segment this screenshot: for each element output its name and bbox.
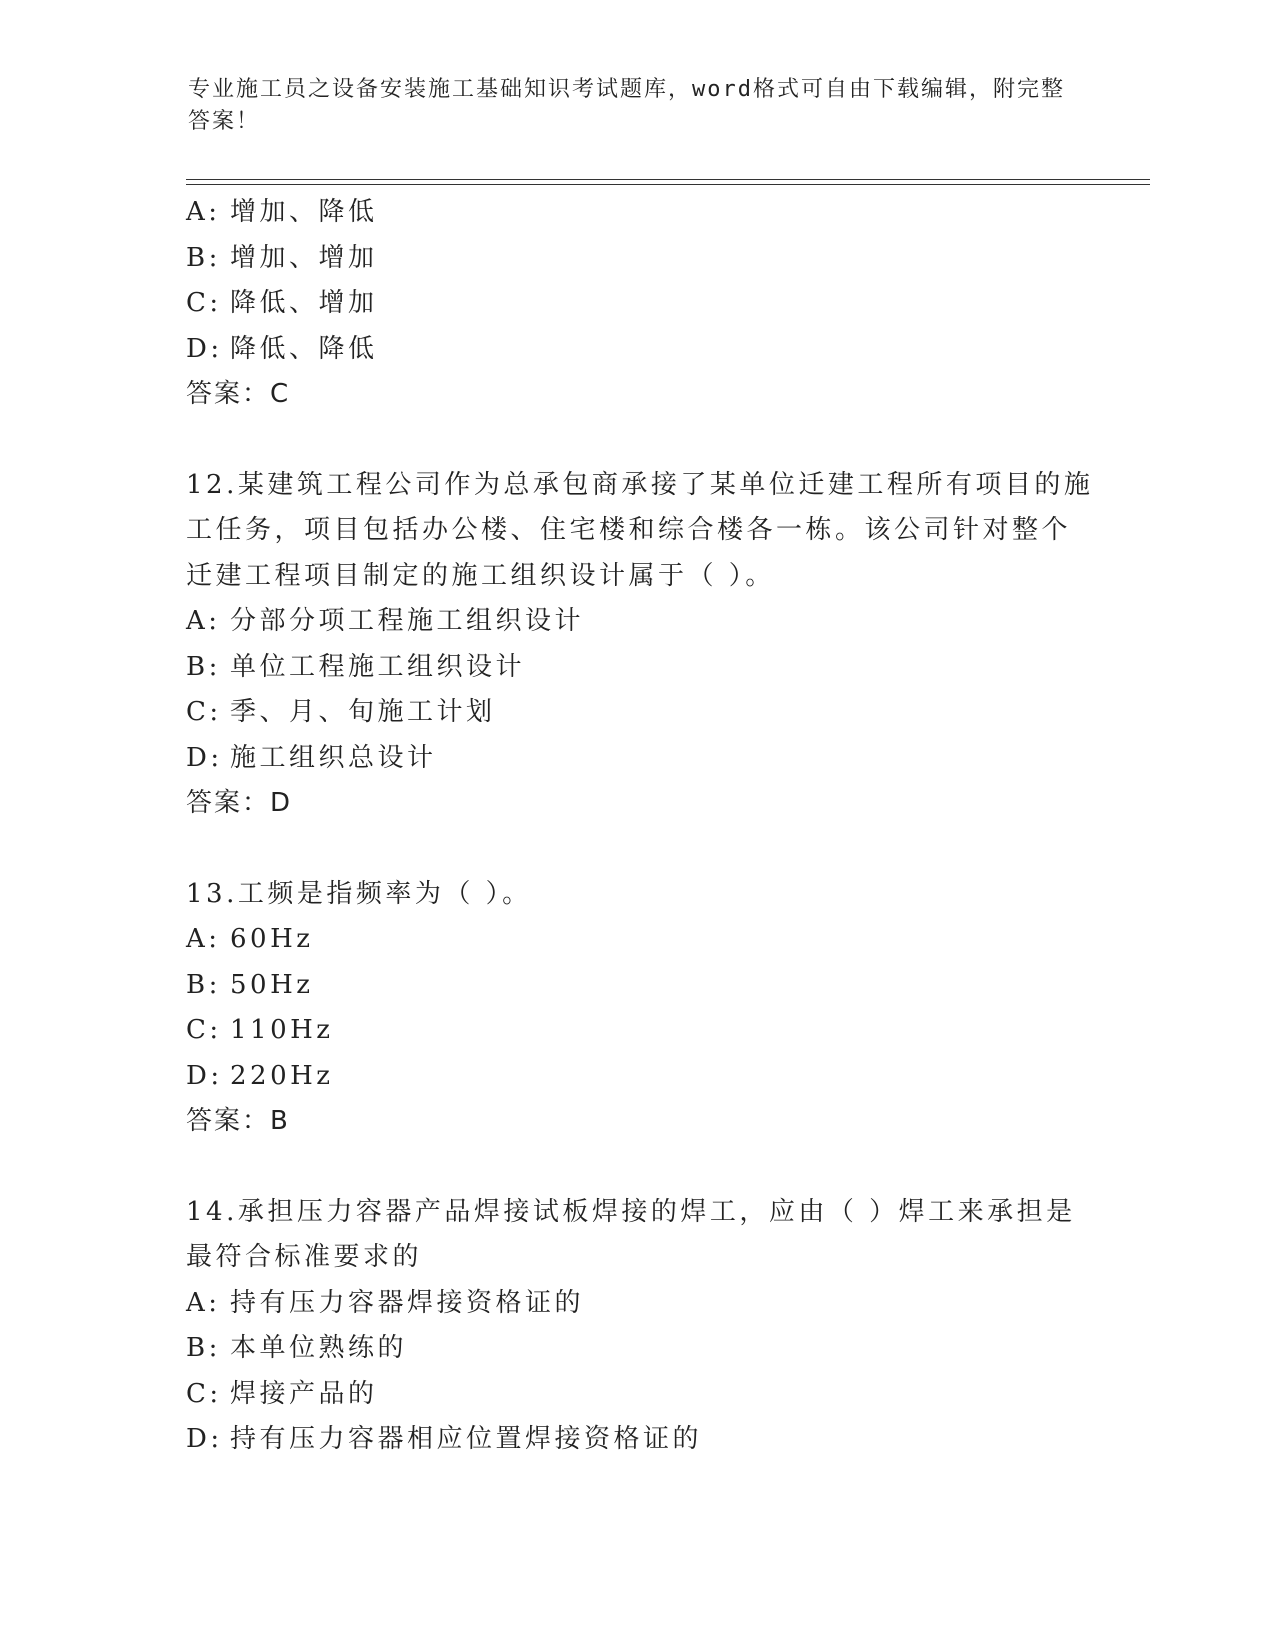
option-letter: A: (186, 606, 221, 636)
question-stem-line: 最符合标准要求的 (186, 1242, 423, 1272)
option-letter: D: (186, 742, 223, 773)
option-text: 焊接产品的 (230, 1378, 378, 1409)
option-letter: C: (186, 697, 222, 727)
option-letter: D: (186, 1424, 223, 1454)
question-stem-line: 12.某建筑工程公司作为总承包商承接了某单位迁建工程所有项目的施 (186, 469, 1094, 500)
option-b (186, 1326, 1086, 1372)
option-c (186, 281, 1086, 327)
option-c (186, 1372, 1086, 1418)
option-d (186, 736, 1086, 782)
question-stem-line: 14.承担压力容器产品焊接试板焊接的焊工，应由（ ）焊工来承担是 (186, 1196, 1076, 1227)
option-a (186, 917, 1086, 963)
option-text: 降低、增加 (230, 288, 378, 318)
option-letter: C: (186, 1378, 222, 1409)
question-12 (186, 463, 1094, 827)
option-b (186, 645, 1086, 691)
option-letter: A: (186, 924, 221, 954)
option-text: 持有压力容器焊接资格证的 (230, 1287, 585, 1318)
spacer (186, 1145, 1086, 1190)
option-text: 季、月、旬施工计划 (230, 697, 496, 727)
option-a (186, 190, 1086, 236)
option-b (186, 236, 1086, 282)
question-stem-line: 13.工频是指频率为（ ）。 (186, 878, 532, 909)
option-b (186, 963, 1086, 1009)
option-text: 110Hz (230, 1015, 334, 1045)
option-text: 增加、降低 (230, 197, 378, 227)
answer-label: 答案：B (186, 1106, 290, 1136)
option-text: 本单位熟练的 (230, 1333, 408, 1363)
option-d (186, 1054, 1086, 1100)
question-stem-line: 工任务，项目包括办公楼、住宅楼和综合楼各一栋。该公司针对整个 (186, 515, 1072, 545)
option-text: 持有压力容器相应位置焊接资格证的 (230, 1424, 703, 1454)
answer-label: 答案：C (186, 379, 291, 409)
header-divider-top (186, 179, 1150, 180)
option-letter: C: (186, 1015, 222, 1045)
option-d (186, 327, 1086, 373)
answer-label: 答案：D (186, 788, 293, 818)
spacer (186, 418, 1086, 463)
question-11 (186, 190, 1086, 418)
option-a (186, 599, 1086, 645)
question-14 (186, 1190, 1086, 1463)
question-stem-line: 迁建工程项目制定的施工组织设计属于（ ）。 (186, 560, 775, 591)
option-letter: D: (186, 333, 223, 364)
spacer (186, 827, 1086, 872)
option-text: 增加、增加 (230, 242, 378, 273)
option-letter: C: (186, 288, 222, 318)
option-letter: A: (186, 1287, 221, 1318)
option-text: 50Hz (230, 969, 314, 1000)
option-letter: B: (186, 1333, 221, 1363)
header-divider-bottom (186, 184, 1150, 185)
option-letter: B: (186, 242, 221, 273)
option-letter: B: (186, 969, 221, 1000)
option-text: 分部分项工程施工组织设计 (230, 606, 585, 636)
option-text: 降低、降低 (230, 333, 378, 364)
option-a (186, 1281, 1086, 1327)
option-text: 220Hz (230, 1060, 334, 1091)
option-letter: A: (186, 197, 221, 227)
option-letter: D: (186, 1060, 223, 1091)
document-header: 专业施工员之设备安装施工基础知识考试题库，word格式可自由下载编辑，附完整答案！ (188, 77, 1065, 134)
option-d (186, 1417, 1086, 1463)
option-letter: B: (186, 651, 221, 682)
option-c (186, 1008, 1086, 1054)
question-list (186, 190, 1094, 1463)
option-text: 施工组织总设计 (230, 742, 437, 773)
option-text: 60Hz (230, 924, 314, 954)
option-text: 单位工程施工组织设计 (230, 651, 526, 682)
question-13 (186, 872, 1086, 1145)
option-c (186, 690, 1086, 736)
